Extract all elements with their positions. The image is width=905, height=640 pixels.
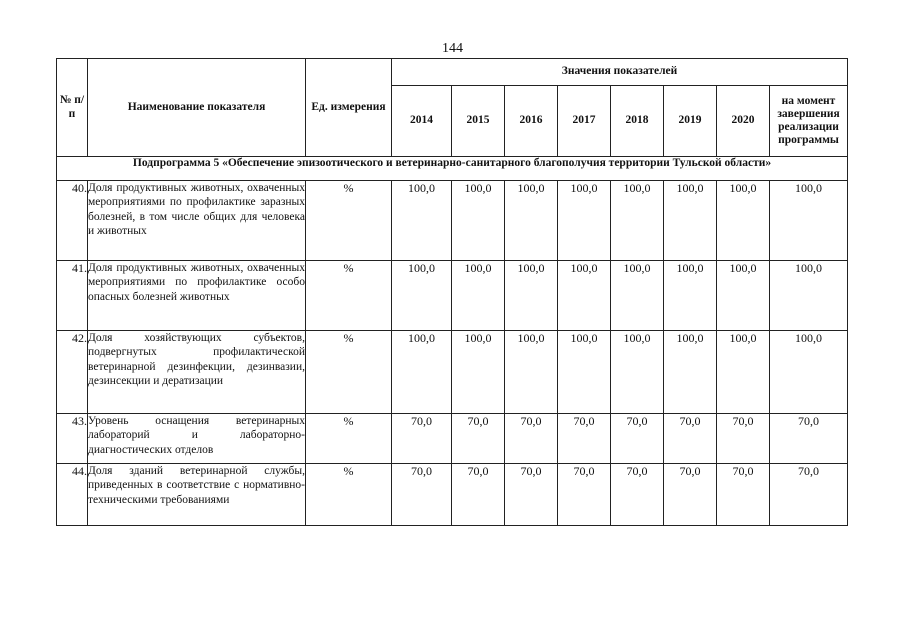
row-value: 70,0 <box>717 464 770 526</box>
row-value: 100,0 <box>611 331 664 414</box>
header-year: 2015 <box>452 86 505 157</box>
page-number: 144 <box>442 41 463 56</box>
row-value: 70,0 <box>611 464 664 526</box>
indicators-table <box>56 58 848 526</box>
row-value: 70,0 <box>505 464 558 526</box>
row-unit: % <box>306 261 392 331</box>
header-year: 2017 <box>558 86 611 157</box>
row-value: 100,0 <box>452 181 505 261</box>
row-num: 41. <box>57 261 88 331</box>
row-value: 100,0 <box>770 331 848 414</box>
row-value: 100,0 <box>664 261 717 331</box>
table-row <box>57 414 848 464</box>
row-value: 100,0 <box>717 261 770 331</box>
row-name: Доля зданий ветеринарной службы, приведенных в соответствие с нормативно-техническими требованиями <box>88 464 306 526</box>
table-row <box>57 261 848 331</box>
table-row <box>57 331 848 414</box>
row-value: 100,0 <box>392 261 452 331</box>
row-value: 100,0 <box>611 261 664 331</box>
table-row <box>57 181 848 261</box>
row-unit: % <box>306 414 392 464</box>
row-value: 100,0 <box>452 261 505 331</box>
row-name: Доля продуктивных животных, охваченных мероприятиями по профилактике заразных болезней, в том числе общих для человека и животных <box>88 181 306 261</box>
header-num: № п/п <box>57 59 88 157</box>
header-year: 2019 <box>664 86 717 157</box>
row-value: 100,0 <box>505 261 558 331</box>
header-unit: Ед. измерения <box>306 59 392 157</box>
row-unit: % <box>306 181 392 261</box>
row-value: 70,0 <box>770 414 848 464</box>
row-name: Доля продуктивных животных, охваченных мероприятиями по профилактике особо опасных болезней животных <box>88 261 306 331</box>
row-value: 70,0 <box>392 464 452 526</box>
row-value: 100,0 <box>452 331 505 414</box>
row-value: 100,0 <box>717 331 770 414</box>
row-value: 70,0 <box>558 414 611 464</box>
row-value: 70,0 <box>611 414 664 464</box>
row-num: 40. <box>57 181 88 261</box>
table-row <box>57 464 848 526</box>
row-value: 100,0 <box>611 181 664 261</box>
header-year: 2014 <box>392 86 452 157</box>
subprogram-title: Подпрограмма 5 «Обеспечение эпизоотического и ветеринарно-санитарного благополучия территории Тульской области» <box>57 157 848 181</box>
row-num: 44. <box>57 464 88 526</box>
row-num: 43. <box>57 414 88 464</box>
header-name: Наименование показателя <box>88 59 306 157</box>
header-year: 2018 <box>611 86 664 157</box>
row-value: 70,0 <box>452 414 505 464</box>
row-name: Доля хозяйствующих субъектов, подвергнутых профилактической ветеринарной дезинфекции, дезинвазии, дезинсекции и дератизации <box>88 331 306 414</box>
row-value: 100,0 <box>392 181 452 261</box>
row-num: 42. <box>57 331 88 414</box>
row-value: 100,0 <box>664 331 717 414</box>
row-unit: % <box>306 464 392 526</box>
row-value: 70,0 <box>664 464 717 526</box>
row-value: 70,0 <box>717 414 770 464</box>
row-value: 100,0 <box>770 181 848 261</box>
header-final: на момент завершения реализации программы <box>770 86 848 157</box>
row-value: 100,0 <box>717 181 770 261</box>
row-value: 100,0 <box>505 331 558 414</box>
row-value: 100,0 <box>770 261 848 331</box>
row-name: Уровень оснащения ветеринарных лабораторий и лабораторно-диагностических отделов <box>88 414 306 464</box>
row-value: 100,0 <box>558 181 611 261</box>
header-year: 2020 <box>717 86 770 157</box>
row-value: 70,0 <box>505 414 558 464</box>
row-value: 70,0 <box>770 464 848 526</box>
row-value: 70,0 <box>558 464 611 526</box>
row-value: 70,0 <box>664 414 717 464</box>
row-unit: % <box>306 331 392 414</box>
row-value: 100,0 <box>558 261 611 331</box>
row-value: 70,0 <box>392 414 452 464</box>
row-value: 100,0 <box>664 181 717 261</box>
row-value: 100,0 <box>505 181 558 261</box>
header-values-group: Значения показателей <box>392 59 848 86</box>
row-value: 100,0 <box>392 331 452 414</box>
header-year: 2016 <box>505 86 558 157</box>
row-value: 100,0 <box>558 331 611 414</box>
row-value: 70,0 <box>452 464 505 526</box>
